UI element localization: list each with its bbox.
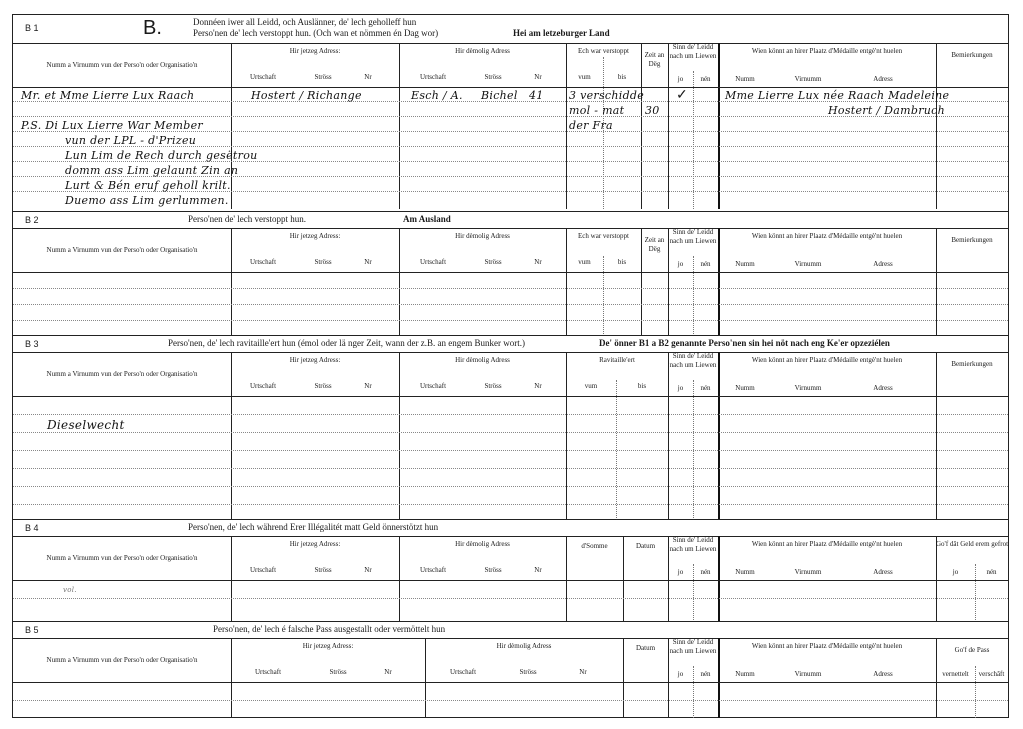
nr-header: Nr — [534, 258, 542, 266]
date-header: Datum — [635, 542, 656, 550]
numm-header: Numm — [735, 260, 755, 268]
urtschaft-header: Urtschaft — [249, 258, 277, 266]
name-col-header: Numm a Virnumm vun der Perso'n oder Organisatio'n — [46, 554, 198, 562]
medal-header: Wien könnt an hirer Plaatz d'Médaille entgè'nt huelen — [751, 642, 903, 650]
jo-header: jo — [677, 75, 684, 83]
section-title: Perso'nen, de' lech während Erer Illégalitét matt Geld önnerstötzt hun — [188, 522, 439, 532]
medal-header: Wien könnt an hirer Plaatz d'Médaille entgè'nt huelen — [751, 540, 903, 548]
money-returned-header: Go'f dât Geld erem gefrot — [936, 540, 1009, 548]
section-title: Perso'nen, de' lech é falsche Pass ausgestallt oder vermöttelt hun — [213, 624, 446, 634]
handwritten-medal-address: Hostert / Dambruch — [828, 104, 946, 117]
alive-header: Sinn de' Leidd nach um Liewen — [669, 228, 717, 245]
handwritten-former-nr: 41 — [529, 89, 544, 102]
alive-header: Sinn de' Leidd nach um Liewen — [669, 43, 717, 60]
nen-header: nén — [700, 260, 711, 268]
bis-header: bis — [617, 73, 627, 81]
name-col-header: Numm a Virnumm vun der Perso'n oder Organisatio'n — [46, 61, 198, 69]
section-id: B 3 — [25, 339, 39, 349]
numm-header: Numm — [735, 75, 755, 83]
handwritten-hidden-2: mol - mat — [569, 104, 625, 117]
nr-header: Nr — [364, 566, 372, 574]
numm-header: Numm — [735, 384, 755, 392]
nen-header: nén — [700, 670, 711, 678]
vernettelt-header: vernettelt — [942, 670, 969, 678]
handwritten-hidden-3: der Fra — [569, 119, 613, 132]
section-b2-header — [13, 212, 1008, 229]
remarks-header: Bemierkungen — [951, 360, 993, 368]
virnumm-header: Virnumm — [794, 670, 822, 678]
handwritten-current-address: Hostert / Richange — [251, 89, 362, 102]
section-b3-header — [13, 336, 1008, 353]
section-b3-table — [13, 352, 1008, 520]
virnumm-header: Virnumm — [794, 384, 822, 392]
stross-header: Ströss — [484, 566, 502, 574]
nen-header: nén — [700, 568, 711, 576]
nr-header: Nr — [534, 566, 542, 574]
former-address-header: Hir dèmolig Adress — [496, 642, 552, 650]
days-header: Zeit an Dëg — [644, 236, 665, 253]
adress-header: Adress — [873, 384, 893, 392]
virnumm-header: Virnumm — [794, 260, 822, 268]
hidden-header: Ech war verstoppt — [578, 47, 629, 55]
ravitailleert-header: Ravitaille'ert — [599, 356, 635, 364]
section-id: B 5 — [25, 625, 39, 635]
nr-header: Nr — [534, 73, 542, 81]
handwritten-hidden-1: 3 verschidde — [569, 89, 645, 102]
nen-header: nén — [700, 384, 711, 392]
nr-header: Nr — [534, 382, 542, 390]
stross-header: Ströss — [314, 566, 332, 574]
urtschaft-header: Urtschaft — [419, 258, 447, 266]
alive-header: Sinn de' Leidd nach um Liewen — [669, 638, 717, 655]
form-letter: B. — [143, 17, 162, 39]
faint-mark: vol. — [63, 586, 77, 594]
jo-header: jo — [952, 568, 959, 576]
current-address-header: Hir jetzeg Adress: — [289, 47, 341, 55]
jo-header: jo — [677, 260, 684, 268]
adress-header: Adress — [873, 670, 893, 678]
section-b5-header — [13, 622, 1008, 639]
handwritten-name: Dieselwecht — [47, 418, 125, 432]
stross-header: Ströss — [484, 258, 502, 266]
current-address-header: Hir jetzeg Adress: — [302, 642, 354, 650]
vum-header: vum — [584, 382, 598, 390]
section-title: Perso'nen, de' lech ravitaille'ert hun (émol oder lä nger Zeit, wann der z.B. an engem Bunker wort.) — [168, 338, 525, 348]
stross-header: Ströss — [314, 258, 332, 266]
former-address-header: Hir dèmolig Adress — [455, 232, 510, 240]
urtschaft-header: Urtschaft — [419, 382, 447, 390]
section-title-line1: Donnéen iwer all Leidd, och Auslänner, de' lech geholleff hun — [193, 17, 417, 27]
check-icon: ✓ — [676, 88, 688, 103]
nen-header: nén — [986, 568, 997, 576]
stross-header: Ströss — [329, 668, 347, 676]
nr-header: Nr — [364, 258, 372, 266]
nen-header: nén — [700, 75, 711, 83]
former-address-header: Hir dèmolig Adress — [455, 356, 510, 364]
section-title-line2: Perso'nen de' lech verstoppt hun. (Och wan et nömmen én Dag wor) — [193, 28, 439, 38]
adress-header: Adress — [873, 75, 893, 83]
section-b4-table — [13, 536, 1008, 622]
urtschaft-header: Urtschaft — [419, 73, 447, 81]
medal-header: Wien könnt an hirer Plaatz d'Médaille entgè'nt huelen — [751, 47, 903, 55]
bis-header: bis — [617, 258, 627, 266]
stross-header: Ströss — [519, 668, 537, 676]
numm-header: Numm — [735, 670, 755, 678]
urtschaft-header: Urtschaft — [254, 668, 282, 676]
section-b1-header — [13, 15, 1008, 44]
form-page — [12, 14, 1009, 718]
handwritten-days: 30 — [645, 104, 660, 117]
section-b5-table — [13, 638, 1008, 718]
nr-header: Nr — [579, 668, 587, 676]
medal-header: Wien könnt an hirer Plaatz d'Médaille entgè'nt huelen — [751, 356, 903, 364]
section-b2-table — [13, 228, 1008, 336]
days-header: Zeit an Dëg — [644, 51, 665, 68]
former-address-header: Hir dèmolig Adress — [455, 540, 510, 548]
nr-header: Nr — [364, 73, 372, 81]
section-b1-table: Numm a Virnumm vun der Perso'n oder Organisatio'n Hir jetzeg Adress: Urtschaft Ströss Nr Hir dèmolig Adress Urtschaft Ströss Nr Ech war verstoppt vum bis Zeit an Dëg Sinn de' Leidd nach um Liewen jo nén Wien könnt an hirer Plaatz d'Médaille entgè'nt huelen Numm Virnumm Adress Bemierkungen Mr. et Mme Lierre Lux Raach P.S. Di Lux Lierre War Member vun der LPL - d'Prizeu Lun Lim de Rech durch gesëtrou domm ass Lim gelaunt Zin an Lurt & Bén eruf geholl krilt. Duemo ass Lim gerlummen. Hostert / Richange Esch / A. Bichel 41 3 verschidde mol - mat der Fra 30 ✓ Mme Lierre Lux née Raach Madeleine Hostert / Dambruch — [13, 43, 1008, 209]
urtschaft-header: Urtschaft — [249, 382, 277, 390]
nr-header: Nr — [384, 668, 392, 676]
alive-header: Sinn de' Leidd nach um Liewen — [669, 352, 717, 369]
current-address-header: Hir jetzeg Adress: — [289, 356, 341, 364]
urtschaft-header: Urtschaft — [249, 73, 277, 81]
stross-header: Ströss — [484, 382, 502, 390]
vum-header: vum — [578, 73, 591, 81]
date-header: Datum — [635, 644, 656, 652]
section-id: B 1 — [25, 23, 39, 33]
verschaft-header: verschâft — [978, 670, 1005, 678]
section-id: B 2 — [25, 215, 39, 225]
stross-header: Ströss — [314, 73, 332, 81]
medal-header: Wien könnt an hirer Plaatz d'Médaille entgè'nt huelen — [751, 232, 903, 240]
nr-header: Nr — [364, 382, 372, 390]
alive-header: Sinn de' Leidd nach um Liewen — [669, 536, 717, 553]
section-b4 — [13, 519, 1008, 622]
section-b1 — [13, 15, 1008, 211]
remarks-header: Bemierkungen — [951, 51, 993, 59]
stross-header: Ströss — [484, 73, 502, 81]
jo-header: jo — [677, 670, 684, 678]
section-b5 — [13, 621, 1008, 718]
jo-header: jo — [677, 568, 684, 576]
section-b3 — [13, 335, 1008, 520]
section-title-right: De' önner B1 a B2 genannte Perso'nen sin hei nöt nach eng Ke'er opzeziélen — [599, 338, 890, 348]
section-title-right: Am Ausland — [403, 214, 451, 224]
name-col-header: Numm a Virnumm vun der Perso'n oder Organisatio'n — [46, 246, 198, 254]
handwritten-name: Mr. et Mme Lierre Lux Raach — [21, 89, 195, 102]
section-b2 — [13, 211, 1008, 336]
vum-header: vum — [578, 258, 591, 266]
jo-header: jo — [677, 384, 684, 392]
section-title-right: Hei am letzeburger Land — [513, 28, 610, 38]
pass-header: Go'f de Pass — [954, 646, 990, 654]
urtschaft-header: Urtschaft — [449, 668, 477, 676]
urtschaft-header: Urtschaft — [419, 566, 447, 574]
remarks-header: Bemierkungen — [951, 236, 993, 244]
current-address-header: Hir jetzeg Adress: — [289, 540, 341, 548]
hidden-header: Ech war verstoppt — [578, 232, 629, 240]
section-id: B 4 — [25, 523, 39, 533]
sum-header: d'Somme — [581, 542, 608, 550]
handwritten-medal-name: Mme Lierre Lux née Raach Madeleine — [725, 89, 950, 102]
bis-header: bis — [637, 382, 647, 390]
current-address-header: Hir jetzeg Adress: — [289, 232, 341, 240]
virnumm-header: Virnumm — [794, 568, 822, 576]
former-address-header: Hir dèmolig Adress — [455, 47, 510, 55]
handwritten-former-town: Esch / A. — [411, 89, 463, 102]
virnumm-header: Virnumm — [794, 75, 822, 83]
handwritten-former-street: Bichel — [481, 89, 518, 102]
stross-header: Ströss — [314, 382, 332, 390]
name-col-header: Numm a Virnumm vun der Perso'n oder Organisatio'n — [46, 370, 198, 378]
section-title: Perso'nen de' lech verstoppt hun. — [188, 214, 306, 224]
section-b4-header — [13, 520, 1008, 537]
name-col-header: Numm a Virnumm vun der Perso'n oder Organisatio'n — [46, 656, 198, 664]
adress-header: Adress — [873, 568, 893, 576]
numm-header: Numm — [735, 568, 755, 576]
adress-header: Adress — [873, 260, 893, 268]
urtschaft-header: Urtschaft — [249, 566, 277, 574]
